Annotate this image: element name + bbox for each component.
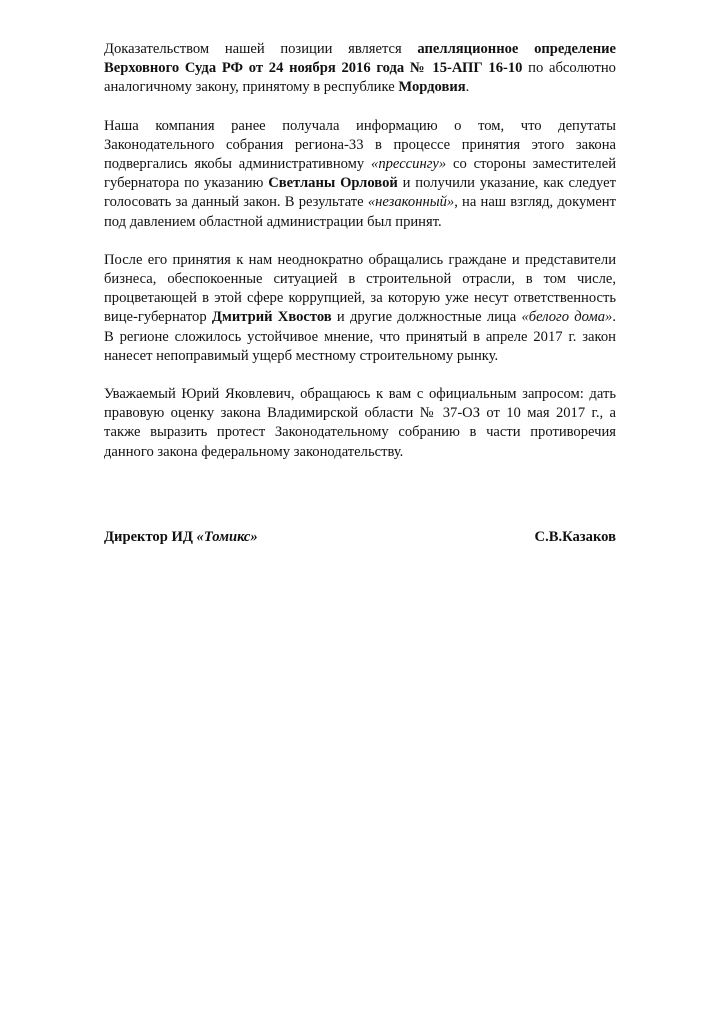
- region-name: Мордовия: [398, 79, 466, 96]
- paragraph: [104, 385, 616, 462]
- paragraph-text: . В регионе сложилось устойчивое мнение, что принятый в апреле 2017 г. закон нанесет непоправимый ущерб местному строительному рынку.: [104, 309, 616, 364]
- paragraph-text: и другие должностные лица: [331, 309, 522, 326]
- paragraph-text: по абсолютно аналогичному закону, принятому в республике: [104, 60, 616, 96]
- quoted-term: «прессингу»: [371, 156, 447, 173]
- paragraph-text: Доказательством нашей позиции является: [104, 41, 418, 57]
- paragraph-text: и получили указание, как следует голосовать за данный закон. В результате: [104, 175, 616, 211]
- signatory-name: С.В.Казаков: [534, 529, 616, 545]
- paragraph-text: Уважаемый Юрий Яковлевич, обращаюсь к вам с официальным запросом: дать правовую оценку закона Владимирской области № 37-ОЗ от 10 мая 2017 г., а также выразить протест Законодательному собранию в части противоречия данного закона федеральному законодательству.: [104, 386, 616, 460]
- paragraph-text: , на наш взгляд, документ под давлением областной администрации был принят.: [104, 194, 616, 230]
- paragraph: [104, 117, 616, 232]
- court-ruling-reference: апелляционное определение Верховного Суда РФ от 24 ноября 2016 года № 15-АПГ 16-10: [104, 41, 616, 77]
- paragraph-text: После его принятия к нам неоднократно обращались граждане и представители бизнеса, обеспокоенные ситуацией в строительной отрасли, в том числе, процветающей в этой сфере коррупцией, за которую уже несут ответственность вице-губернатор: [104, 251, 616, 326]
- company-name: «Томикс»: [196, 529, 258, 545]
- document-body: [104, 40, 616, 481]
- person-name: Светланы Орловой: [268, 175, 398, 192]
- paragraph: [104, 40, 616, 98]
- signatory-title: [104, 528, 258, 547]
- paragraph-text: .: [465, 79, 470, 96]
- quoted-term: «белого дома»: [521, 309, 613, 326]
- signatory-position: Директор ИД: [104, 529, 197, 545]
- person-name: Дмитрий Хвостов: [211, 309, 332, 326]
- quoted-term: «незаконный»: [367, 194, 455, 211]
- paragraph: [104, 251, 616, 366]
- paragraph-text: со стороны заместителей губернатора по указанию: [104, 156, 617, 192]
- paragraph-text: Наша компания ранее получала информацию о том, что депутаты Законодательного собрания региона-33 в процессе принятия этого закона подвергались якобы административному: [104, 117, 616, 173]
